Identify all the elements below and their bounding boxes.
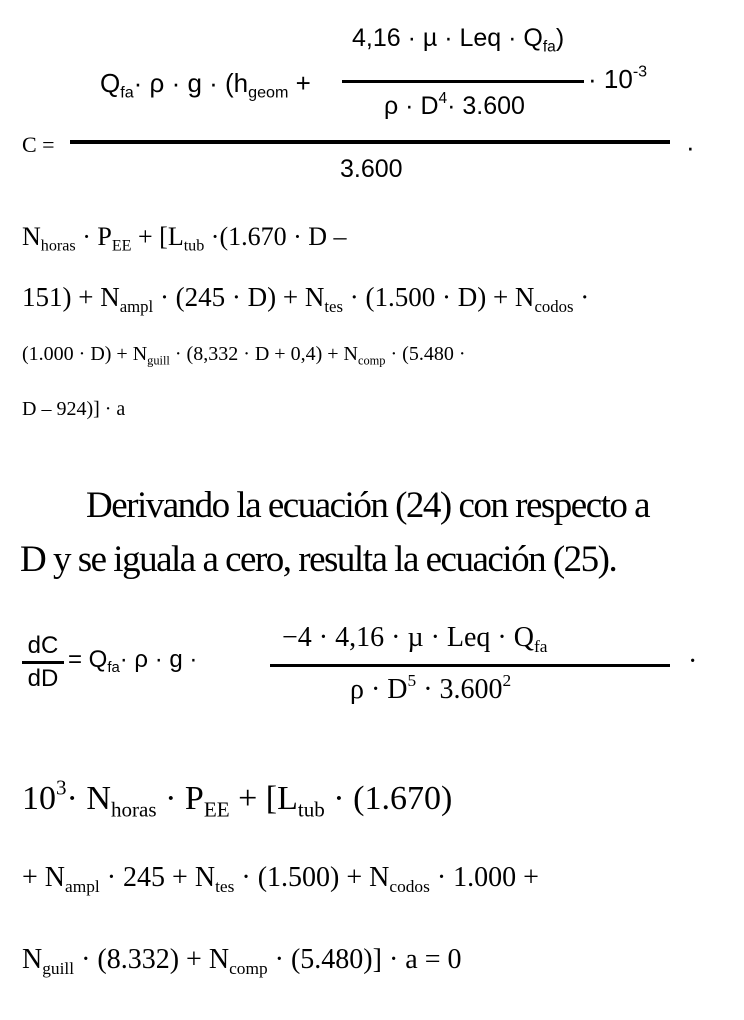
l6-b: · 245 + N <box>99 862 216 893</box>
l7-b-sub: comp <box>229 959 268 979</box>
l6-c: · (1.500) + N <box>234 862 390 893</box>
eq24-inner-den-sup: 4 <box>438 90 448 108</box>
l1-d: ·(1.670 · D – <box>204 222 347 251</box>
eq25-den-sup: 5 <box>407 670 417 690</box>
l6-a: + N <box>22 862 66 893</box>
l2-d: · <box>573 282 590 312</box>
eq24-inner-num-sub: fa <box>542 38 556 56</box>
eq25-den-pre: ρ · D <box>350 674 408 705</box>
eq25-mid-post: · ρ · g · <box>119 646 198 673</box>
eq24-inner-numerator <box>352 24 565 56</box>
eq24-exp-sup: -3 <box>632 62 648 81</box>
l6-b-sub: tes <box>215 877 235 897</box>
eq24-numerator <box>100 68 311 102</box>
l1-b: · P <box>75 222 112 251</box>
l3-b-sub: comp <box>357 353 386 368</box>
eq25-mid-pre: = Q <box>68 646 108 673</box>
l2-c: · (1.500 · D) + N <box>342 282 535 312</box>
eq24-lhs: C = <box>22 132 55 157</box>
eq24-num-q-sub: fa <box>120 83 134 102</box>
eq25-num-sub: fa <box>533 637 548 657</box>
l7-c: · (5.480)] · a = 0 <box>267 944 462 975</box>
l5-d-sub: tub <box>297 797 325 822</box>
eq24-inner-fraction-bar <box>342 80 584 83</box>
l2-b-sub: tes <box>324 296 343 316</box>
eq25-line-5 <box>22 775 453 822</box>
eq24-line-4: D – 924)] · a <box>22 398 126 420</box>
l5-b: · N <box>66 780 111 817</box>
eq25-den-sup2: 2 <box>502 670 512 690</box>
eq25-derivative-bar <box>22 661 64 664</box>
l1-b-sub: EE <box>111 237 132 255</box>
l1-a-sub: horas <box>40 237 76 255</box>
eq24-main-fraction-bar <box>70 140 670 144</box>
l3-b: · (8,332 · D + 0,4) + N <box>169 343 358 365</box>
l7-a-sub: guill <box>42 959 75 979</box>
eq24-line-2 <box>22 282 590 316</box>
eq24-num-h-sub: geom <box>248 83 289 102</box>
eq24-trailing-dot: · <box>686 132 695 162</box>
eq24-line-3 <box>22 343 465 366</box>
l7-b: · (8.332) + N <box>74 944 230 975</box>
eq25-dd: dD <box>27 665 59 692</box>
l1-c-sub: tub <box>183 237 205 255</box>
eq24-num-plus: + <box>288 68 311 98</box>
eq24-exponent-factor <box>588 64 647 95</box>
l6-c-sub: codos <box>389 877 430 897</box>
eq24-line-1 <box>22 222 347 255</box>
eq24-inner-denominator <box>384 92 525 121</box>
eq24-denominator: 3.600 <box>340 155 403 183</box>
eq25-numerator <box>282 622 548 657</box>
eq24-close-paren: ) <box>555 24 565 52</box>
l2-a: 151) + N <box>22 282 120 312</box>
prose-line-2: D y se iguala a cero, resulta la ecuación (25). <box>20 539 617 580</box>
l7-a: N <box>22 944 43 975</box>
eq25-line-7 <box>22 944 462 979</box>
l2-c-sub: codos <box>534 296 574 316</box>
l6-d: · 1.000 + <box>429 862 539 893</box>
l3-c: · (5.480 · <box>385 343 466 365</box>
l5-a: 10 <box>22 780 56 817</box>
eq25-mid-sub: fa <box>107 660 120 677</box>
l1-c: + [L <box>131 222 184 251</box>
eq24-num-q: Q <box>100 68 121 98</box>
l5-b-sub: horas <box>110 797 157 822</box>
eq24-exp-pre: · 10 <box>588 64 633 94</box>
eq25-num-pre: −4 · 4,16 · µ · Leq · Q <box>282 622 534 653</box>
l3-a: (1.000 · D) + N <box>22 343 148 365</box>
l6-a-sub: ampl <box>65 877 100 897</box>
eq25-dc: dC <box>27 632 59 659</box>
l3-a-sub: guill <box>147 353 170 368</box>
eq24-inner-num-text: 4,16 · µ · Leq · Q <box>352 24 543 52</box>
l5-c-sub: EE <box>203 797 230 822</box>
eq24-inner-den-pre: ρ · D <box>384 92 439 120</box>
eq24-num-mid: · ρ · g · (h <box>133 68 249 98</box>
eq25-den-mid: · 3.600 <box>416 674 503 705</box>
l1-a: N <box>22 222 41 251</box>
l5-e: · (1.670) <box>324 780 453 817</box>
eq25-trailing-dot: · <box>688 646 698 677</box>
prose-line-1: Derivando la ecuación (24) con respecto a <box>86 485 650 526</box>
eq25-fraction-bar <box>270 664 670 667</box>
l5-a-sup: 3 <box>56 775 67 800</box>
l2-b: · (245 · D) + N <box>153 282 325 312</box>
l5-d: + [L <box>229 780 298 817</box>
eq24-inner-den-post: · 3.600 <box>447 92 525 120</box>
eq25-middle <box>68 646 198 677</box>
l5-c: · P <box>156 780 204 817</box>
eq25-denominator <box>350 670 512 706</box>
eq25-line-6 <box>22 862 539 897</box>
l2-a-sub: ampl <box>119 296 154 316</box>
